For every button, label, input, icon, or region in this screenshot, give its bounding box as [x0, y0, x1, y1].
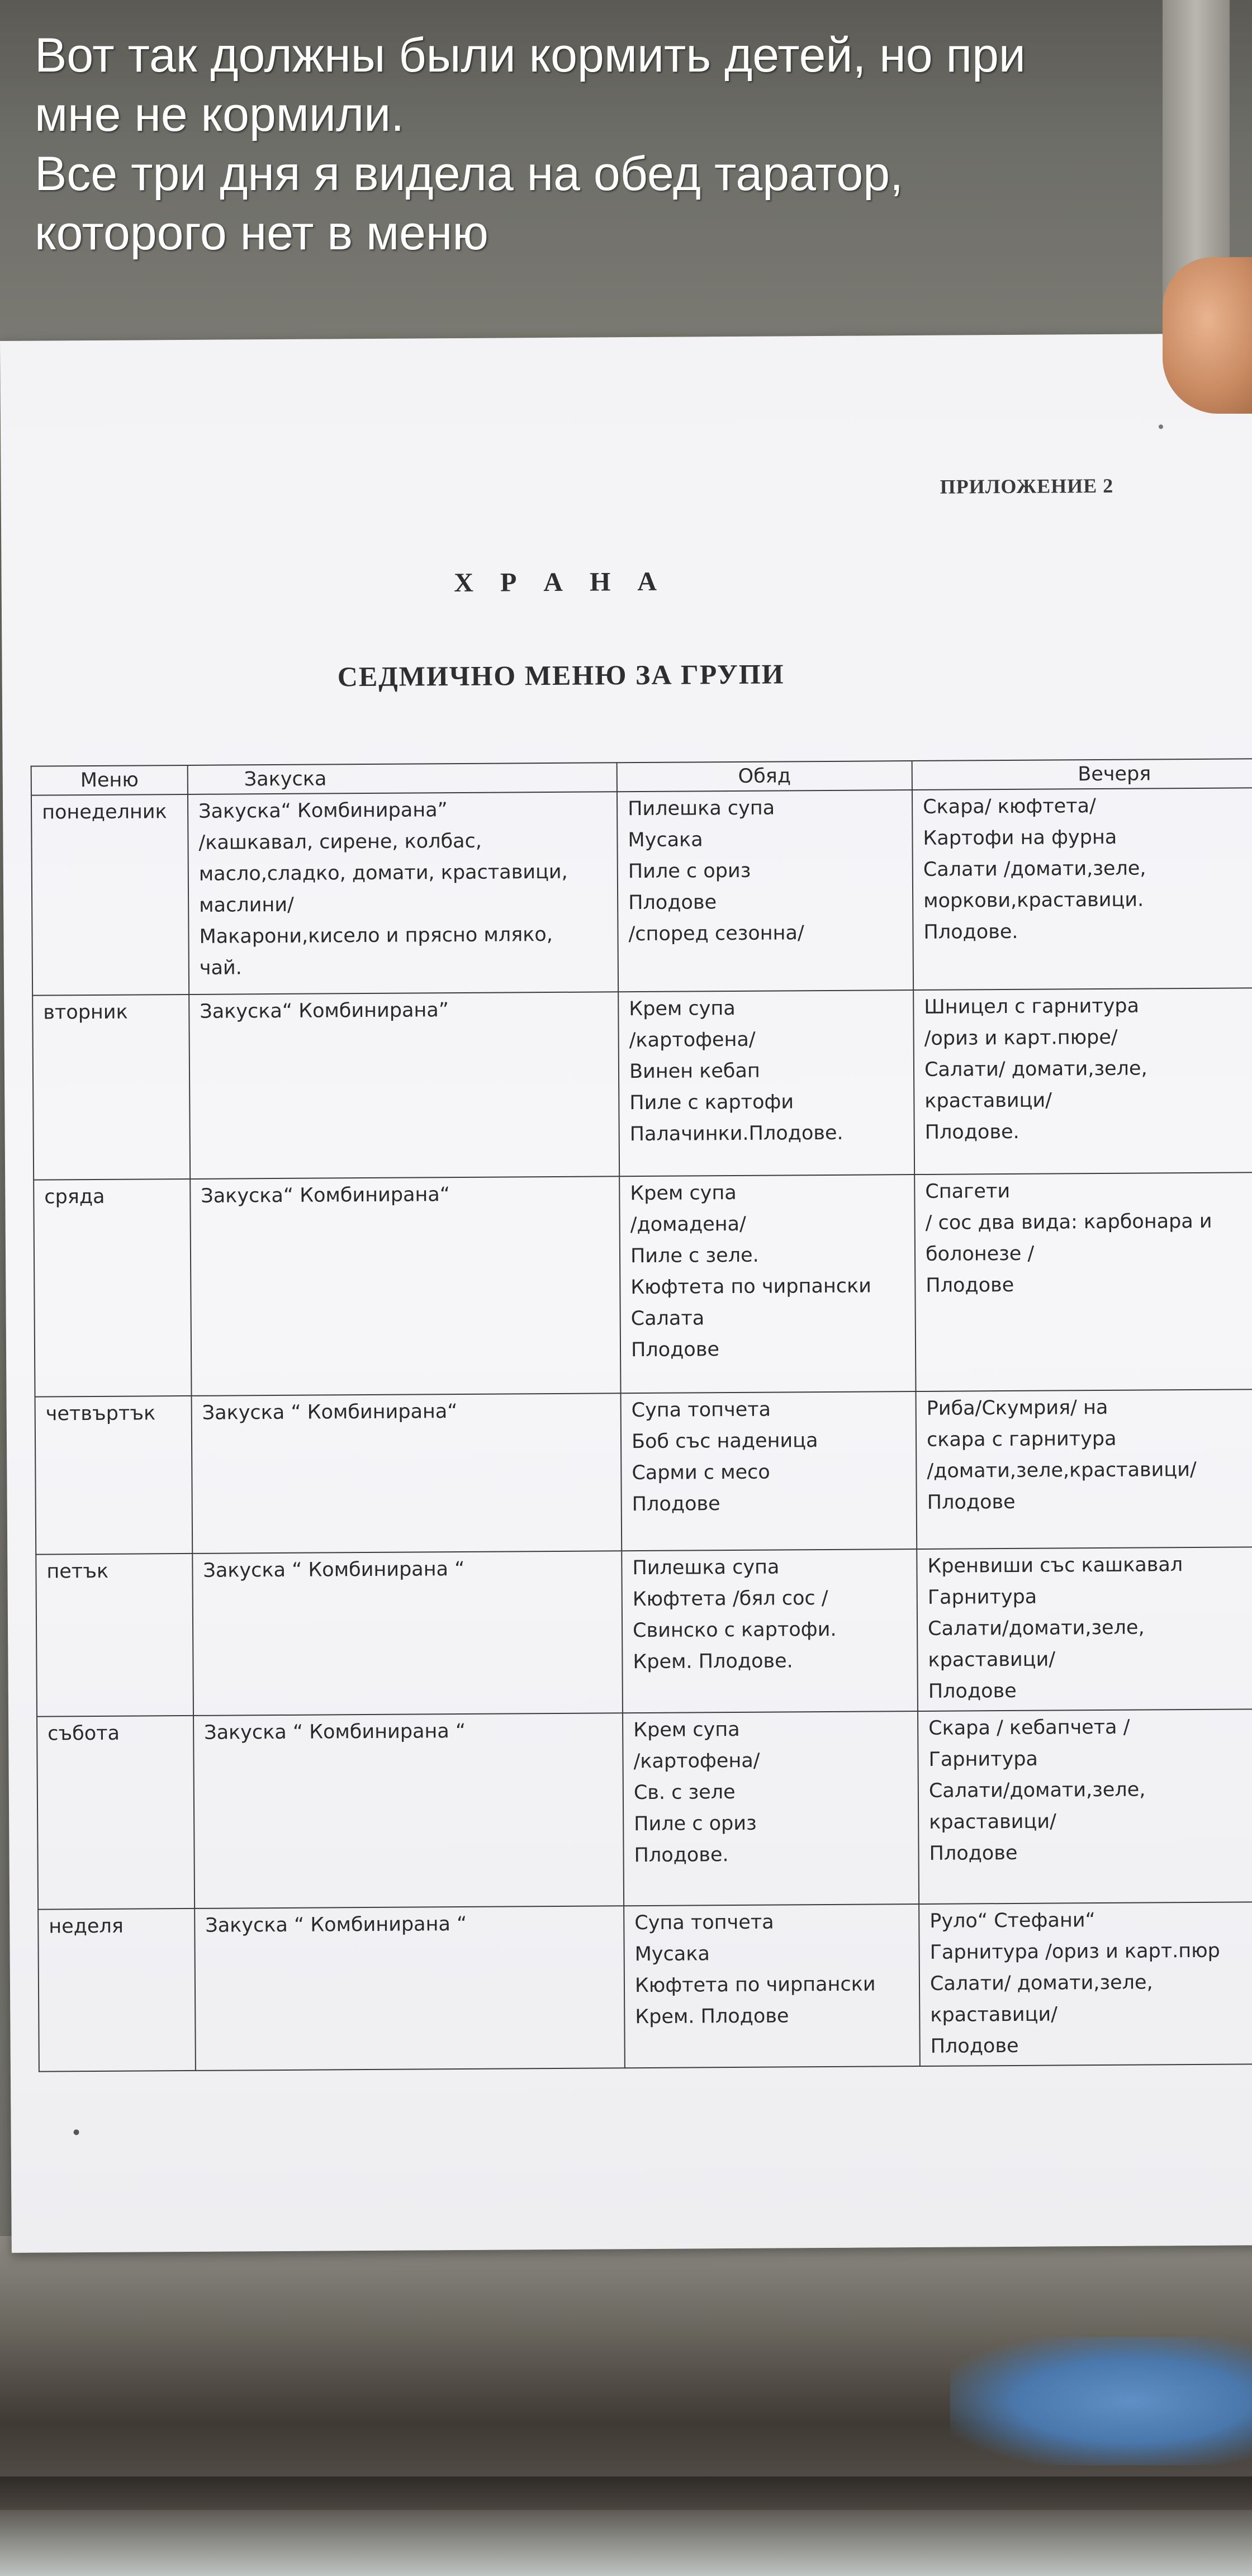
- menu-lunch-cell: [619, 1175, 916, 1393]
- menu-dinner-item: Скара / кебапчета /: [928, 1716, 1130, 1740]
- menu-breakfast-item: /кашкавал, сирене, колбас,: [198, 830, 482, 854]
- menu-lunch-item: Пиле с картофи: [629, 1091, 794, 1115]
- menu-row: [35, 1389, 1252, 1555]
- menu-lunch-item: Пилешка супа: [632, 1556, 780, 1580]
- menu-lunch-item: Крем супа: [629, 997, 736, 1021]
- menu-breakfast-cell: [190, 1176, 620, 1396]
- menu-dinner-cell: [919, 1902, 1252, 2066]
- blue-reflection: [950, 2337, 1252, 2465]
- menu-dinner-item: Салати/домати,зеле,: [927, 1616, 1145, 1640]
- menu-breakfast-cell: [195, 1906, 625, 2071]
- menu-breakfast-cell: [188, 792, 618, 995]
- caption-line: мне не кормили.: [35, 88, 405, 141]
- menu-breakfast-item: масло,сладко, домати, краставици,: [198, 860, 568, 886]
- menu-lunch-item: Салата: [630, 1307, 705, 1330]
- menu-lunch-item: Св. с зеле: [633, 1781, 736, 1805]
- caption-line: которого нет в меню: [35, 206, 489, 260]
- menu-row: [32, 988, 1252, 1180]
- document-subtitle: СЕДМИЧНО МЕНЮ ЗА ГРУПИ: [337, 658, 785, 693]
- menu-dinner-item: Спагети: [925, 1180, 1011, 1203]
- menu-breakfast-item: чай.: [199, 956, 242, 979]
- menu-day: четвъртък: [35, 1396, 193, 1555]
- menu-dinner-item: краставици/: [928, 1648, 1056, 1671]
- menu-dinner-item: Гарнитура: [928, 1748, 1038, 1771]
- menu-dinner-item: Картофи на фурна: [923, 826, 1117, 850]
- menu-lunch-item: Пилешка супа: [628, 797, 775, 821]
- menu-dinner-cell: [917, 1547, 1252, 1711]
- document-title: Х Р А Н А: [454, 566, 667, 598]
- menu-breakfast-item: Закуска“ Комбинирана“: [201, 1183, 450, 1208]
- menu-dinner-item: Шницел с гарнитура: [924, 995, 1140, 1019]
- menu-lunch-cell: [621, 1391, 917, 1551]
- menu-breakfast-cell: [189, 992, 619, 1179]
- menu-lunch-item: Кюфтета /бял сос /: [632, 1587, 828, 1611]
- menu-dinner-item: Гарнитура: [927, 1585, 1037, 1609]
- menu-breakfast-item: маслини/: [199, 893, 294, 917]
- menu-day: вторник: [32, 995, 190, 1180]
- menu-dinner-cell: [916, 1389, 1252, 1549]
- menu-row: [31, 788, 1252, 996]
- menu-day: сряда: [34, 1179, 191, 1397]
- menu-lunch-cell: [618, 990, 914, 1176]
- menu-lunch-item: /картофена/: [629, 1028, 756, 1052]
- menu-lunch-item: Пиле с ориз: [634, 1812, 757, 1836]
- paper-speck: [1159, 424, 1163, 429]
- header-dinner: Вечеря: [912, 759, 1252, 790]
- menu-breakfast-cell: [192, 1393, 622, 1554]
- menu-lunch-item: Крем. Плодове.: [633, 1650, 793, 1674]
- menu-row: [36, 1547, 1252, 1717]
- menu-lunch-item: Кюфтета по чирпански: [634, 1973, 876, 1997]
- caption-overlay: [35, 26, 1208, 263]
- caption-line: Вот так должны были кормить детей, но при: [35, 29, 1026, 82]
- menu-lunch-item: Крем супа: [633, 1718, 740, 1742]
- menu-lunch-item: Боб със наденица: [631, 1429, 818, 1453]
- menu-day: неделя: [38, 1909, 196, 2072]
- menu-lunch-cell: [622, 1549, 918, 1713]
- menu-dinner-item: моркови,краставици.: [923, 888, 1144, 912]
- menu-dinner-item: болонезе /: [925, 1242, 1035, 1266]
- menu-lunch-item: Крем. Плодове: [635, 2005, 789, 2029]
- weekly-menu-table: [31, 758, 1252, 2072]
- menu-lunch-item: Плодове: [632, 1493, 720, 1516]
- menu-row: [34, 1172, 1252, 1397]
- menu-lunch-item: /картофена/: [633, 1749, 760, 1773]
- menu-dinner-item: Плодове.: [924, 1120, 1019, 1144]
- menu-dinner-cell: [912, 788, 1252, 990]
- menu-dinner-item: Плодове: [926, 1273, 1014, 1297]
- menu-dinner-item: /ориз и карт.пюре/: [924, 1026, 1118, 1050]
- menu-lunch-item: Пиле с ориз: [628, 859, 751, 883]
- menu-dinner-item: Плодове: [929, 1841, 1018, 1865]
- menu-dinner-item: Салати /домати,зеле,: [923, 857, 1146, 881]
- menu-lunch-cell: [617, 790, 913, 992]
- menu-dinner-cell: [913, 988, 1252, 1175]
- menu-dinner-item: Плодове: [930, 2034, 1019, 2058]
- menu-lunch-item: Супа топчета: [631, 1398, 771, 1422]
- menu-dinner-cell: [914, 1172, 1252, 1391]
- menu-dinner-item: Риба/Скумрия/ на: [926, 1396, 1108, 1420]
- menu-breakfast-item: Закуска “ Комбинирана “: [204, 1720, 466, 1744]
- menu-lunch-item: Мусака: [634, 1943, 710, 1966]
- menu-breakfast-cell: [193, 1713, 624, 1909]
- menu-breakfast-item: Закуска “ Комбинирана “: [205, 1912, 467, 1937]
- menu-lunch-item: Палачинки.Плодове.: [629, 1121, 843, 1146]
- menu-lunch-cell: [623, 1711, 919, 1906]
- menu-breakfast-item: Закуска“ Комбинирана”: [200, 999, 449, 1023]
- menu-lunch-item: Пиле с зеле.: [630, 1244, 759, 1268]
- menu-dinner-item: краставици/: [930, 2003, 1058, 2026]
- menu-dinner-item: Салати/ домати,зеле,: [929, 1971, 1153, 1995]
- menu-day: събота: [37, 1716, 195, 1910]
- menu-dinner-item: краставици/: [929, 1810, 1056, 1834]
- menu-dinner-item: Салати/ домати,зеле,: [924, 1057, 1147, 1081]
- menu-row: [37, 1709, 1252, 1910]
- menu-dinner-item: / сос два вида: карбонара и: [925, 1210, 1212, 1234]
- menu-lunch-item: Кюфтета по чирпански: [630, 1275, 872, 1299]
- menu-dinner-item: /домати,зеле,краставици/: [927, 1458, 1197, 1483]
- menu-breakfast-item: Закуска“ Комбинирана”: [198, 799, 448, 823]
- menu-dinner-item: Руло“ Стефани“: [929, 1909, 1096, 1933]
- menu-lunch-cell: [624, 1904, 920, 2068]
- paper-speck: [74, 2129, 79, 2135]
- header-day: Меню: [31, 765, 188, 795]
- menu-dinner-item: Гарнитура /ориз и карт.пюр: [929, 1939, 1220, 1964]
- menu-lunch-item: Сарми с месо: [632, 1461, 770, 1485]
- menu-day: петък: [36, 1554, 193, 1717]
- menu-dinner-item: Плодове: [927, 1490, 1016, 1514]
- menu-lunch-item: Крем супа: [630, 1181, 737, 1205]
- menu-dinner-item: краставици/: [924, 1089, 1052, 1112]
- menu-row: [38, 1902, 1252, 2072]
- menu-breakfast-item: Закуска “ Комбинирана “: [203, 1557, 465, 1582]
- menu-lunch-item: /според сезонна/: [628, 922, 804, 946]
- menu-paper-sheet: [0, 333, 1252, 2253]
- menu-breakfast-item: Макарони,кисело и прясно мляко,: [199, 923, 553, 948]
- header-breakfast: Закуска: [188, 763, 617, 794]
- menu-breakfast-item: Закуска “ Комбинирана“: [202, 1400, 458, 1424]
- menu-dinner-item: Салати/домати,зеле,: [928, 1778, 1146, 1802]
- menu-lunch-item: Плодове.: [634, 1844, 729, 1867]
- menu-lunch-item: Свинско с картофи.: [632, 1618, 837, 1642]
- thumb: [1163, 257, 1252, 414]
- menu-dinner-item: Плодове: [928, 1679, 1017, 1703]
- menu-day: понеделник: [31, 794, 189, 996]
- menu-lunch-item: Мусака: [628, 828, 703, 852]
- menu-dinner-item: Кренвиши със кашкавал: [927, 1554, 1183, 1578]
- menu-lunch-item: Плодове: [630, 1338, 720, 1362]
- header-lunch: Обяд: [617, 761, 912, 792]
- background-rail: [0, 2476, 1252, 2510]
- menu-dinner-item: Плодове.: [923, 920, 1018, 944]
- caption-line: Все три дня я видела на обед таратор,: [35, 147, 903, 201]
- menu-lunch-item: /домадена/: [630, 1213, 746, 1237]
- menu-dinner-item: Скара/ кюфтета/: [923, 795, 1096, 818]
- menu-dinner-cell: [918, 1709, 1252, 1904]
- menu-lunch-item: Супа топчета: [634, 1911, 774, 1935]
- menu-lunch-item: Винен кебап: [629, 1059, 760, 1083]
- appendix-label: ПРИЛОЖЕНИЕ 2: [940, 474, 1114, 498]
- menu-lunch-item: Плодове: [628, 891, 717, 915]
- menu-breakfast-cell: [192, 1551, 623, 1716]
- menu-dinner-item: скара с гарнитура: [926, 1427, 1117, 1451]
